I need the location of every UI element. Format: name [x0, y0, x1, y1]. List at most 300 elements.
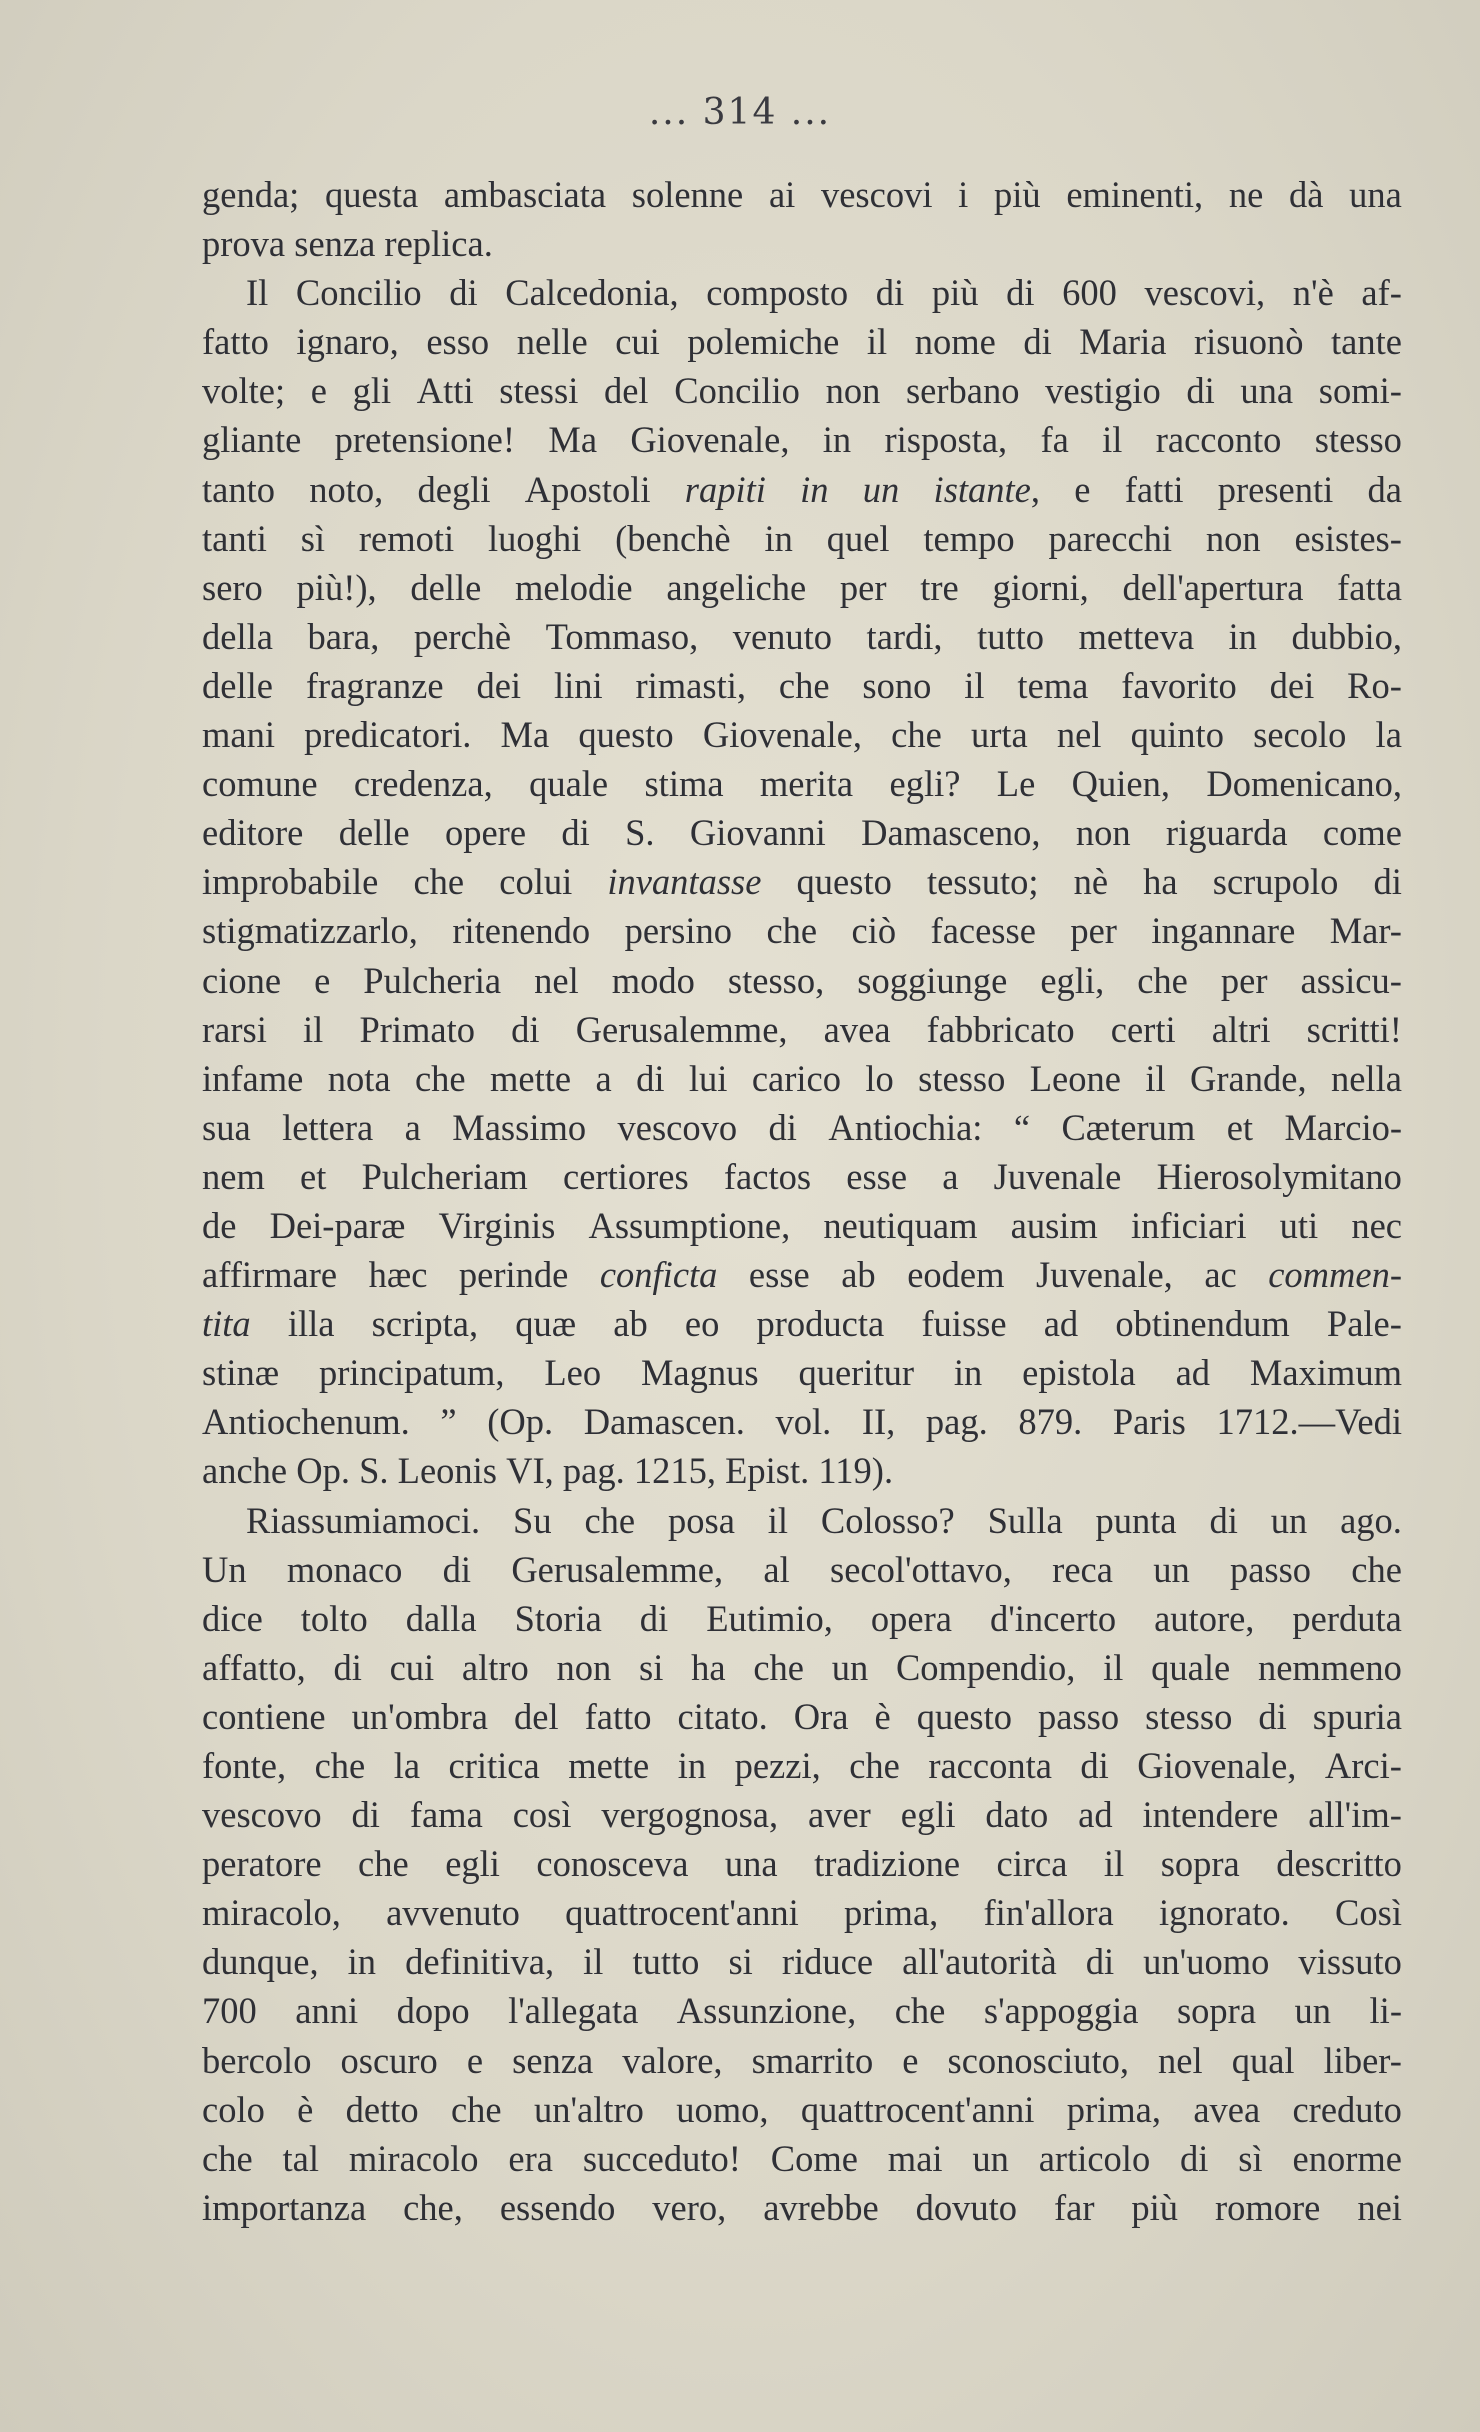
- word: [325, 170, 418, 219]
- word-text: ritenendo: [452, 910, 591, 952]
- word-text: passo: [1038, 1695, 1120, 1737]
- word: [1131, 1201, 1247, 1250]
- word: [297, 2085, 313, 2134]
- word-text: si: [728, 1941, 753, 1983]
- word-text: punta: [1095, 1499, 1177, 1541]
- word: [405, 1937, 554, 1986]
- word-text: ne: [1228, 174, 1264, 215]
- word: [445, 1839, 500, 1888]
- word-text: pag.: [562, 1450, 625, 1492]
- text-line: [202, 2085, 1402, 2134]
- word-text: vescovo: [617, 1106, 738, 1148]
- word: [824, 1005, 891, 1054]
- word: [862, 1397, 895, 1446]
- word-text: che: [314, 1745, 366, 1786]
- word: [452, 906, 590, 955]
- word-text: in: [347, 1941, 377, 1983]
- text-line: [202, 366, 1402, 415]
- word: [1045, 366, 1161, 415]
- word: [676, 2085, 768, 2134]
- word-text: melodie: [515, 566, 633, 608]
- word: [884, 415, 1007, 464]
- word: [1331, 317, 1402, 366]
- word-text: in: [953, 1352, 983, 1394]
- word: [202, 661, 273, 710]
- word-text: sopra: [1160, 1843, 1240, 1885]
- text-line: [202, 2183, 1402, 2232]
- word: [1204, 1250, 1236, 1299]
- word: [1080, 1741, 1108, 1790]
- word-text: uomo,: [676, 2088, 769, 2130]
- word-text: d'incerto: [989, 1597, 1117, 1639]
- word-text: gliante: [202, 419, 302, 461]
- word: [315, 1741, 366, 1790]
- word: [362, 1152, 528, 1201]
- word-text: tutto: [632, 1941, 700, 1983]
- word: [907, 1250, 1004, 1299]
- word-text: contiene: [202, 1695, 326, 1737]
- word: [1319, 366, 1402, 415]
- word-text: volte;: [202, 370, 286, 412]
- word-text: che: [414, 1057, 466, 1099]
- word-text: miracolo,: [202, 1892, 341, 1934]
- word-text: 879.: [1018, 1401, 1083, 1443]
- word-text: vissuto: [1298, 1941, 1402, 1983]
- word-text: Ma: [548, 419, 598, 461]
- word-text: 119).: [818, 1450, 894, 1492]
- word: [319, 1348, 505, 1397]
- word: [1036, 1250, 1173, 1299]
- word-text: stima: [644, 763, 724, 805]
- word: [677, 1986, 856, 2035]
- word: [1040, 956, 1104, 1005]
- word-text: un'ombra: [351, 1695, 488, 1737]
- word-text: tempo: [923, 517, 1015, 559]
- word-text: Primato: [359, 1008, 476, 1050]
- word: [349, 2134, 479, 2183]
- word-text: fatta: [1337, 566, 1402, 608]
- word-text: miracolo: [348, 2137, 479, 2179]
- word: [1230, 1545, 1311, 1594]
- word-text: di: [351, 1794, 380, 1836]
- word: [384, 219, 492, 268]
- word-text: non: [1205, 517, 1261, 559]
- word: [246, 1496, 480, 1545]
- word-text: predicatori.: [304, 714, 472, 756]
- word-text: bara,: [307, 615, 380, 657]
- word-text: ausim: [1010, 1204, 1098, 1246]
- word-text: Ora: [793, 1695, 849, 1737]
- word-text: di: [1085, 1941, 1115, 1983]
- word: [901, 1790, 956, 1839]
- word: [513, 1496, 552, 1545]
- word: [1349, 170, 1402, 219]
- text-line: [202, 1201, 1402, 1250]
- word-text: Arci-: [1324, 1745, 1402, 1786]
- word: [595, 1054, 611, 1103]
- word-text: pezzi,: [734, 1745, 821, 1786]
- word-text: avea: [1193, 2088, 1261, 2130]
- word: [1258, 1692, 1286, 1741]
- word: [578, 710, 673, 759]
- text-line: [202, 1496, 1402, 1545]
- text-line: [202, 1250, 1402, 1299]
- word-text: perchè: [413, 615, 512, 657]
- word: [753, 1643, 804, 1692]
- text-line: [202, 1545, 1402, 1594]
- word-text: 700: [202, 1990, 257, 2032]
- word-text: obtinendum: [1115, 1303, 1290, 1345]
- word-text: angeliche: [666, 566, 807, 608]
- text-line: [202, 465, 1402, 514]
- word: [202, 612, 273, 661]
- word-text: il: [583, 1941, 604, 1983]
- word-text: ambasciata: [443, 174, 607, 215]
- word-text: non: [825, 370, 881, 412]
- word-text: perduta: [1292, 1597, 1402, 1639]
- word: [971, 710, 1028, 759]
- word: [1292, 1594, 1401, 1643]
- word: [1102, 415, 1122, 464]
- word: [990, 1594, 1116, 1643]
- text-line: [202, 170, 1402, 219]
- word-text: Ro-: [1347, 664, 1402, 706]
- word: [202, 956, 281, 1005]
- word-text: il: [767, 1499, 789, 1541]
- word-text: il: [866, 321, 888, 363]
- word: [984, 1986, 1139, 2035]
- word: [501, 710, 550, 759]
- word: [942, 1152, 958, 1201]
- word-text: Eutimio,: [706, 1597, 833, 1639]
- word: [202, 465, 275, 514]
- word-text: di: [1186, 370, 1215, 412]
- word-text: di: [333, 1646, 362, 1688]
- word: [372, 1299, 478, 1348]
- word: [583, 2134, 741, 2183]
- text-line: [202, 1839, 1402, 1888]
- text-line: [202, 1790, 1402, 1839]
- word: [462, 1643, 529, 1692]
- word: [394, 1741, 420, 1790]
- word-text: Antiochia:: [828, 1106, 983, 1148]
- word-text: tessuto;: [926, 861, 1039, 903]
- word-text: tolto: [300, 1597, 368, 1639]
- word-text: ad: [1078, 1794, 1113, 1836]
- word: [763, 1545, 789, 1594]
- word-text: cione: [202, 959, 282, 1001]
- word: [588, 1201, 790, 1250]
- word-text: aver: [808, 1794, 871, 1836]
- word: [202, 2134, 253, 2183]
- word-text: senza: [512, 2039, 594, 2081]
- word: [846, 1152, 907, 1201]
- word: [563, 1152, 689, 1201]
- word-text: riduce: [781, 1941, 874, 1983]
- word: [652, 2183, 726, 2232]
- word: [1111, 1005, 1176, 1054]
- word: [891, 710, 942, 759]
- word: [827, 514, 890, 563]
- word-text: sopra: [1176, 1990, 1257, 2032]
- word: [871, 1594, 952, 1643]
- word: [202, 219, 285, 268]
- word: [916, 2183, 1017, 2232]
- word: [1143, 1790, 1279, 1839]
- word: [515, 1299, 576, 1348]
- word: [1074, 465, 1090, 514]
- word-text: stessi: [499, 370, 579, 412]
- word-text: che: [778, 664, 830, 706]
- word: [1154, 1594, 1254, 1643]
- word: [282, 1103, 373, 1152]
- word: [202, 2036, 311, 2085]
- word-text: ai: [768, 174, 796, 215]
- word: [612, 956, 695, 1005]
- word: [1298, 1937, 1401, 1986]
- word-text: somi-: [1318, 370, 1402, 412]
- word: [1061, 1103, 1195, 1152]
- word: [1331, 1054, 1402, 1103]
- word: [417, 366, 474, 415]
- word-text: lini: [553, 664, 603, 706]
- italic-text: rapiti: [684, 468, 766, 510]
- word: [920, 563, 959, 612]
- word: [1268, 1250, 1402, 1299]
- word: [844, 1888, 938, 1937]
- word: [906, 366, 1020, 415]
- word: [1351, 1201, 1402, 1250]
- word: [202, 1397, 410, 1446]
- word-text: conosceva: [536, 1843, 689, 1885]
- word: [1103, 1643, 1123, 1692]
- word-text: nel: [1158, 2039, 1203, 2081]
- word: [440, 1397, 456, 1446]
- word-text: passo: [1229, 1548, 1312, 1590]
- word-text: Così: [1335, 1892, 1402, 1934]
- word-text: cui: [389, 1646, 435, 1688]
- word-text: cui: [615, 321, 660, 363]
- word: [927, 1005, 1075, 1054]
- word: [288, 1299, 335, 1348]
- word-text: (Op.: [487, 1401, 554, 1443]
- word: [354, 759, 493, 808]
- word-text: anni: [295, 1990, 359, 2032]
- word-text: al: [763, 1548, 790, 1590]
- word-text: anche: [202, 1450, 288, 1492]
- word: [1104, 1839, 1124, 1888]
- word: [634, 1446, 716, 1495]
- word-text: fabbricato: [926, 1008, 1075, 1050]
- word: [1209, 1496, 1237, 1545]
- word-text: esso: [426, 321, 490, 363]
- word: [1018, 1397, 1082, 1446]
- word: [1347, 661, 1402, 710]
- word-text: lui: [688, 1057, 728, 1099]
- word: [764, 514, 792, 563]
- word-text: illa: [287, 1303, 335, 1345]
- word: [410, 1790, 483, 1839]
- word: [202, 1790, 322, 1839]
- word-text: reca: [1052, 1548, 1113, 1590]
- word: [1159, 1888, 1290, 1937]
- word: [1368, 465, 1402, 514]
- word-text: che: [450, 2088, 502, 2130]
- word: [314, 956, 330, 1005]
- word-text: merita: [759, 763, 854, 805]
- word: [771, 2134, 858, 2183]
- word-text: racconto: [1155, 419, 1282, 461]
- word-text: replica.: [384, 223, 493, 265]
- word-text: delle: [202, 664, 273, 706]
- word-text: dopo: [396, 1990, 470, 2032]
- word-text: di: [639, 1597, 669, 1639]
- word-text: mette: [568, 1745, 650, 1786]
- word: [403, 2183, 463, 2232]
- word: [1330, 906, 1402, 955]
- word: [1194, 317, 1304, 366]
- word-text: secolo: [1253, 714, 1347, 756]
- word-text: nella: [1330, 1057, 1402, 1099]
- word-text: principatum,: [318, 1352, 505, 1394]
- word-text: vero,: [652, 2186, 727, 2228]
- word-text: comune: [202, 763, 318, 805]
- word: [202, 808, 303, 857]
- word: [1177, 1986, 1256, 2035]
- word: [202, 563, 263, 612]
- text-line: [202, 710, 1402, 759]
- word: [668, 1496, 735, 1545]
- word-text: Giovanni: [689, 812, 826, 854]
- word: [640, 1594, 668, 1643]
- word-text: dunque,: [202, 1941, 319, 1983]
- word-text: che: [584, 1499, 636, 1541]
- word: [202, 1839, 322, 1888]
- word-text: un: [972, 2137, 1009, 2179]
- word-text: che: [766, 910, 818, 952]
- word-text: romore: [1214, 2186, 1321, 2228]
- word: [1048, 514, 1172, 563]
- word: [706, 268, 848, 317]
- word: [499, 857, 572, 906]
- word-text: de: [202, 1204, 237, 1246]
- word-text: il: [1103, 1646, 1124, 1688]
- word-text: quæ: [515, 1303, 577, 1345]
- word-text: (benchè: [615, 517, 731, 559]
- word-text: vergognosa,: [601, 1794, 779, 1836]
- word: [499, 366, 578, 415]
- word: [561, 808, 589, 857]
- word-text: sconosciuto,: [947, 2039, 1129, 2081]
- word: [515, 1594, 602, 1643]
- word: [622, 2036, 722, 2085]
- word-text: Giovenale,: [702, 714, 862, 756]
- word: [352, 1790, 380, 1839]
- word-text: Virginis: [438, 1204, 556, 1246]
- word: [1156, 415, 1282, 464]
- word-text: assicu-: [1300, 959, 1402, 1001]
- word: [202, 1299, 251, 1348]
- word: [1284, 1103, 1402, 1152]
- word: [1180, 2134, 1208, 2183]
- word-text: composto: [706, 272, 849, 314]
- word: [508, 1986, 638, 2035]
- word-text: un: [1294, 1990, 1332, 2032]
- word-text: nome: [914, 321, 996, 363]
- word-text: più: [931, 272, 979, 314]
- word: [515, 563, 633, 612]
- italic-text: un: [862, 468, 900, 510]
- word-text: di: [1180, 2137, 1209, 2179]
- word: [287, 1545, 403, 1594]
- word: [1143, 1937, 1269, 1986]
- word-text: stesso: [1145, 1695, 1233, 1737]
- word: [439, 1201, 556, 1250]
- word: [514, 1692, 559, 1741]
- word: [576, 1005, 788, 1054]
- word-text: tante: [1330, 321, 1402, 363]
- word-text: certiores: [563, 1155, 689, 1197]
- word: [613, 1299, 647, 1348]
- word: [513, 1790, 572, 1839]
- word: [895, 1986, 946, 2035]
- word-text: una: [1349, 174, 1402, 215]
- word-text: quattrocent'anni: [800, 2088, 1035, 2130]
- word: [830, 1545, 1012, 1594]
- word: [985, 1790, 1048, 1839]
- word: [202, 2183, 366, 2232]
- word: [1206, 759, 1402, 808]
- word: [202, 1446, 287, 1495]
- word-text: ignorato.: [1159, 1892, 1290, 1934]
- word: [512, 2036, 593, 2085]
- word-text: che: [894, 1990, 946, 2032]
- word-text: Le: [996, 763, 1036, 805]
- word-text: queritur: [798, 1352, 914, 1394]
- word-text: e: [902, 2039, 919, 2081]
- word: [1270, 661, 1315, 710]
- word: [359, 1446, 388, 1495]
- word: [600, 1250, 718, 1299]
- word-text: di: [636, 1057, 665, 1099]
- word-text: risposta,: [884, 419, 1008, 461]
- word: [1079, 317, 1166, 366]
- word-text: egli: [445, 1843, 500, 1885]
- word-text: prova: [202, 223, 286, 265]
- word-text: scrupolo: [1212, 861, 1339, 903]
- word: [296, 1446, 350, 1495]
- word: [1145, 1054, 1165, 1103]
- word: [607, 857, 761, 906]
- word-text: rarsi: [202, 1008, 267, 1050]
- word-text: Dei-paræ: [269, 1204, 406, 1246]
- word-text: la: [393, 1745, 421, 1786]
- word: [202, 2085, 265, 2134]
- word: [1137, 1741, 1296, 1790]
- word: [202, 1986, 257, 2035]
- word-text: che: [1137, 959, 1188, 1001]
- word: [972, 2134, 1009, 2183]
- word-text: infame: [202, 1057, 304, 1099]
- word-text: Juvenale: [993, 1155, 1122, 1197]
- word-text: importanza: [202, 2186, 367, 2228]
- word-text: secol'ottavo,: [829, 1548, 1012, 1590]
- word: [339, 808, 410, 857]
- word-text: per: [1220, 959, 1268, 1001]
- word: [1240, 366, 1293, 415]
- word: [202, 170, 299, 219]
- text-line: [202, 1986, 1402, 2035]
